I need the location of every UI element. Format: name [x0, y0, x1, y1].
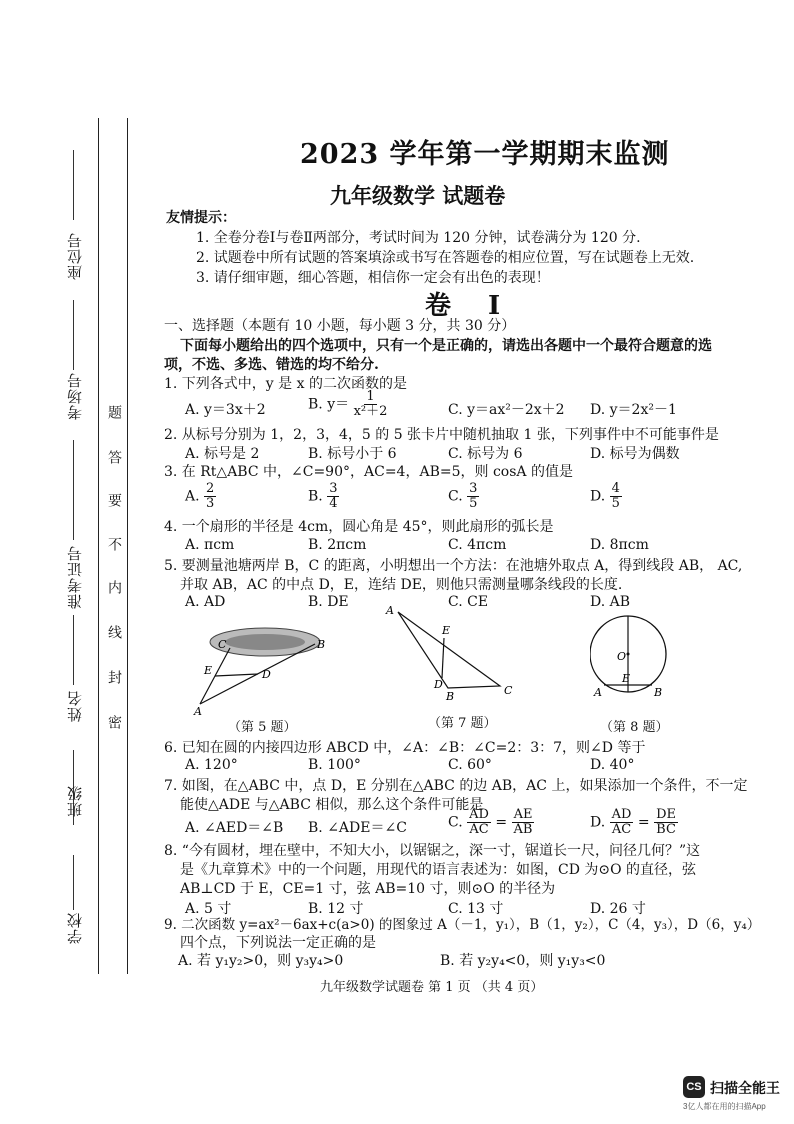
- seal-char: 线: [106, 625, 122, 641]
- caption-fig5: （第 5 题）: [228, 720, 297, 735]
- q6-option-b: B. 100°: [308, 757, 361, 773]
- caption-fig8: （第 8 题）: [600, 720, 669, 735]
- q5-option-b: B. DE: [308, 594, 349, 610]
- seat-label: 座位号: [66, 232, 84, 280]
- seat-underline: [73, 150, 74, 220]
- q5-stem: 5. 要测量池塘两岸 B，C 的距离，小明想出一个方法：在池塘外取点 A，得到线段 AB， AC,: [164, 558, 743, 574]
- tip-item: 2. 试题卷中所有试题的答案填涂或书写在答题卷的相应位置，写在试题卷上无效.: [196, 250, 695, 266]
- q2-option-c: C. 标号为 6: [448, 446, 523, 462]
- q1-stem: 1. 下列各式中，y 是 x 的二次函数的是: [164, 376, 407, 392]
- q3-b-num: 3: [329, 481, 338, 496]
- q7-c-label: C.: [448, 814, 463, 831]
- q4-option-a: A. πcm: [185, 537, 235, 553]
- q7-c-num1: AD: [469, 807, 489, 822]
- q2-option-a: A. 标号是 2: [185, 446, 260, 462]
- q3-c-fraction: [467, 482, 479, 511]
- q1-option-d: D. y＝2x²－1: [590, 402, 677, 418]
- q7-d-den2: BC: [656, 822, 676, 837]
- q8-option-d: D. 26 寸: [590, 901, 646, 917]
- name-label: 姓名: [66, 690, 84, 722]
- q3-option-b: [308, 482, 339, 511]
- q6-stem: 6. 已知在圆的内接四边形 ABCD 中，∠A：∠B：∠C=2：3：7，则∠D 等于: [164, 740, 646, 756]
- q6-option-d: D. 40°: [590, 757, 635, 773]
- name-underline: [73, 615, 74, 685]
- tip-item: 1. 全卷分卷Ⅰ与卷Ⅱ两部分，考试时间为 120 分钟，试卷满分为 120 分.: [196, 230, 641, 246]
- q7-c-fraction-2: [512, 808, 535, 837]
- page-footer: 九年级数学试题卷 第 1 页 （共 4 页）: [320, 980, 544, 995]
- q3-a-den: 3: [206, 496, 215, 511]
- tip-item: 3. 请仔细审题，细心答题，相信你一定会有出色的表现！: [196, 270, 550, 286]
- q9-stem: 9. 二次函数 y=ax²－6ax+c(a>0) 的图象过 A（－1，y₁），B（1，y₂），C（4，y₃），D（6，y₄）: [164, 917, 761, 933]
- room-label: 考场号: [66, 372, 84, 420]
- figure-5: [190, 612, 330, 717]
- q4-option-d: D. 8πcm: [590, 537, 649, 553]
- q3-b-fraction: [327, 482, 339, 511]
- q6-option-a: A. 120°: [185, 757, 238, 773]
- q7-c-den1: AC: [469, 822, 489, 837]
- tips-heading: 友情提示：: [166, 210, 236, 226]
- q3-b-den: 4: [329, 496, 338, 511]
- q5-option-a: A. AD: [185, 594, 226, 610]
- label-d: D: [262, 668, 271, 681]
- seal-char: 内: [106, 580, 122, 596]
- label-c: C: [218, 638, 227, 651]
- q1-b-prefix: B. y＝: [308, 396, 350, 413]
- exam-title: 2023 学年第一学期期末监测: [300, 139, 670, 170]
- figure-7: [378, 604, 528, 704]
- label-b: B: [654, 686, 663, 699]
- ticket-label: 准考证号: [66, 545, 84, 609]
- q2-option-b: B. 标号小于 6: [308, 446, 397, 462]
- seal-char: 密: [106, 715, 122, 731]
- q9-option-a: A. 若 y₁y₂>0，则 y₃y₄>0: [178, 953, 344, 969]
- label-a: A: [194, 705, 202, 717]
- q7-d-den1: AC: [611, 822, 632, 837]
- q3-c-den: 5: [469, 496, 478, 511]
- scanner-logo-name: 扫描全能王: [710, 1080, 780, 1096]
- pond-shading: [225, 634, 305, 650]
- label-a: A: [386, 604, 394, 617]
- q7-option-c: [448, 808, 534, 837]
- q2-stem: 2. 从标号分别为 1，2，3，4，5 的 5 张卡片中随机抽取 1 张，下列事件中不可能事件是: [164, 427, 719, 443]
- exam-subtitle: 九年级数学 试题卷: [330, 183, 506, 208]
- center-dot: [627, 653, 630, 656]
- margin-line-inner: [127, 118, 128, 974]
- q8-option-a: A. 5 寸: [185, 901, 232, 917]
- label-e: E: [622, 672, 631, 685]
- seal-char: 题: [106, 405, 122, 421]
- q6-option-c: C. 60°: [448, 757, 492, 773]
- seal-char: 封: [106, 670, 122, 686]
- q7-option-a: A. ∠AED＝∠B: [185, 820, 284, 836]
- q7-d-num1: AD: [611, 807, 632, 822]
- room-underline: [73, 300, 74, 370]
- label-e: E: [204, 664, 213, 677]
- caption-fig7: （第 7 题）: [428, 716, 497, 731]
- q7-stem: 7. 如图，在△ABC 中，点 D，E 分别在△ABC 的边 AB，AC 上，如果添加一个条件，不一定: [164, 778, 748, 794]
- label-d: D: [434, 678, 443, 691]
- q3-d-label: D.: [590, 488, 606, 505]
- q7-d-eq: =: [637, 814, 650, 831]
- q3-d-num: 4: [611, 481, 620, 496]
- school-underline: [73, 855, 74, 910]
- q7-d-label: D.: [590, 814, 606, 831]
- seal-char: 要: [106, 493, 122, 509]
- q4-option-c: C. 4πcm: [448, 537, 507, 553]
- q3-c-num: 3: [469, 481, 478, 496]
- q3-stem: 3. 在 Rt△ABC 中，∠C=90°，AC=4，AB=5，则 cosA 的值是: [164, 464, 573, 480]
- q2-option-d: D. 标号为偶数: [590, 446, 680, 462]
- q8-option-c: C. 13 寸: [448, 901, 504, 917]
- part1-instruction: 项，不选、多选、错选的均不给分.: [164, 357, 379, 373]
- ticket-underline: [73, 440, 74, 540]
- q7-stem: 能使△ADE 与△ABC 相似，那么这个条件可能是: [180, 797, 484, 813]
- q3-c-label: C.: [448, 488, 463, 505]
- q4-option-b: B. 2πcm: [308, 537, 367, 553]
- q7-d-fraction-1: [610, 808, 634, 837]
- q9-option-b: B. 若 y₂y₄<0，则 y₁y₃<0: [440, 953, 606, 969]
- label-c: C: [504, 684, 513, 697]
- q3-d-den: 5: [611, 496, 620, 511]
- segment-de: [215, 674, 258, 676]
- scanner-logo-icon: CS: [683, 1076, 705, 1098]
- q8-option-b: B. 12 寸: [308, 901, 364, 917]
- label-a: A: [594, 686, 602, 699]
- q1-option-c: C. y＝ax²－2x＋2: [448, 402, 565, 418]
- q3-a-fraction: [204, 482, 216, 511]
- q3-option-c: [448, 482, 479, 511]
- part1-instruction: 下面每小题给出的四个选项中，只有一个是正确的，请选出各题中一个最符合题意的选: [180, 338, 712, 354]
- q9-stem: 四个点，下列说法一定正确的是: [180, 935, 376, 951]
- q3-d-fraction: [610, 482, 622, 511]
- q1-b-den: x²＋2: [353, 404, 388, 419]
- q7-c-fraction-1: [467, 808, 491, 837]
- q3-option-d: [590, 482, 622, 511]
- q5-option-d: D. AB: [590, 594, 631, 610]
- q3-option-a: [185, 482, 216, 511]
- q1-option-b: [308, 390, 387, 419]
- section-title: 卷 Ⅰ: [425, 291, 515, 321]
- q1-b-fraction: [354, 390, 388, 419]
- figure-8: [590, 606, 670, 702]
- q7-d-fraction-2: [654, 808, 678, 837]
- seal-char: 不: [106, 537, 122, 553]
- q1-option-a: A. y＝3x＋2: [185, 402, 266, 418]
- q8-stem: 是《九章算术》中的一个问题，用现代的语言表述为：如图，CD 为⊙O 的直径，弦: [180, 862, 697, 878]
- label-e: E: [442, 624, 451, 637]
- margin-line-outer: [98, 118, 99, 974]
- seal-char: 答: [106, 450, 122, 466]
- q8-stem: AB⊥CD 于 E，CE=1 寸，弦 AB=10 寸，则⊙O 的半径为: [180, 881, 556, 897]
- q3-a-label: A.: [185, 488, 200, 505]
- label-b: B: [446, 690, 455, 703]
- q7-option-b: B. ∠ADE＝∠C: [308, 820, 407, 836]
- q7-c-den2: AB: [513, 822, 533, 837]
- q4-stem: 4. 一个扇形的半径是 4cm，圆心角是 45°，则此扇形的弧长是: [164, 519, 554, 535]
- q5-option-c: C. CE: [448, 594, 489, 610]
- q3-a-num: 2: [206, 481, 215, 496]
- label-b: B: [317, 638, 326, 651]
- q7-option-d: [590, 808, 678, 837]
- scanner-logo-tagline: 3亿人都在用的扫描App: [683, 1102, 766, 1111]
- label-o: O: [617, 650, 627, 663]
- q7-c-num2: AE: [513, 807, 533, 822]
- q1-b-num: 1: [366, 389, 375, 404]
- q7-c-eq: =: [495, 814, 508, 831]
- school-label: 学校: [66, 912, 84, 944]
- q5-stem: 并取 AB，AC 的中点 D，E，连结 DE，则他只需测量哪条线段的长度.: [180, 577, 623, 593]
- part1-heading: 一、选择题（本题有 10 小题，每小题 3 分，共 30 分）: [164, 318, 516, 334]
- q3-b-label: B.: [308, 488, 323, 505]
- class-label: 班级: [66, 785, 84, 817]
- q8-stem: 8. “今有圆材，埋在壁中，不知大小，以锯锯之，深一寸，锯道长一尺，问径几何？”这: [164, 843, 701, 859]
- q7-d-num2: DE: [656, 807, 677, 822]
